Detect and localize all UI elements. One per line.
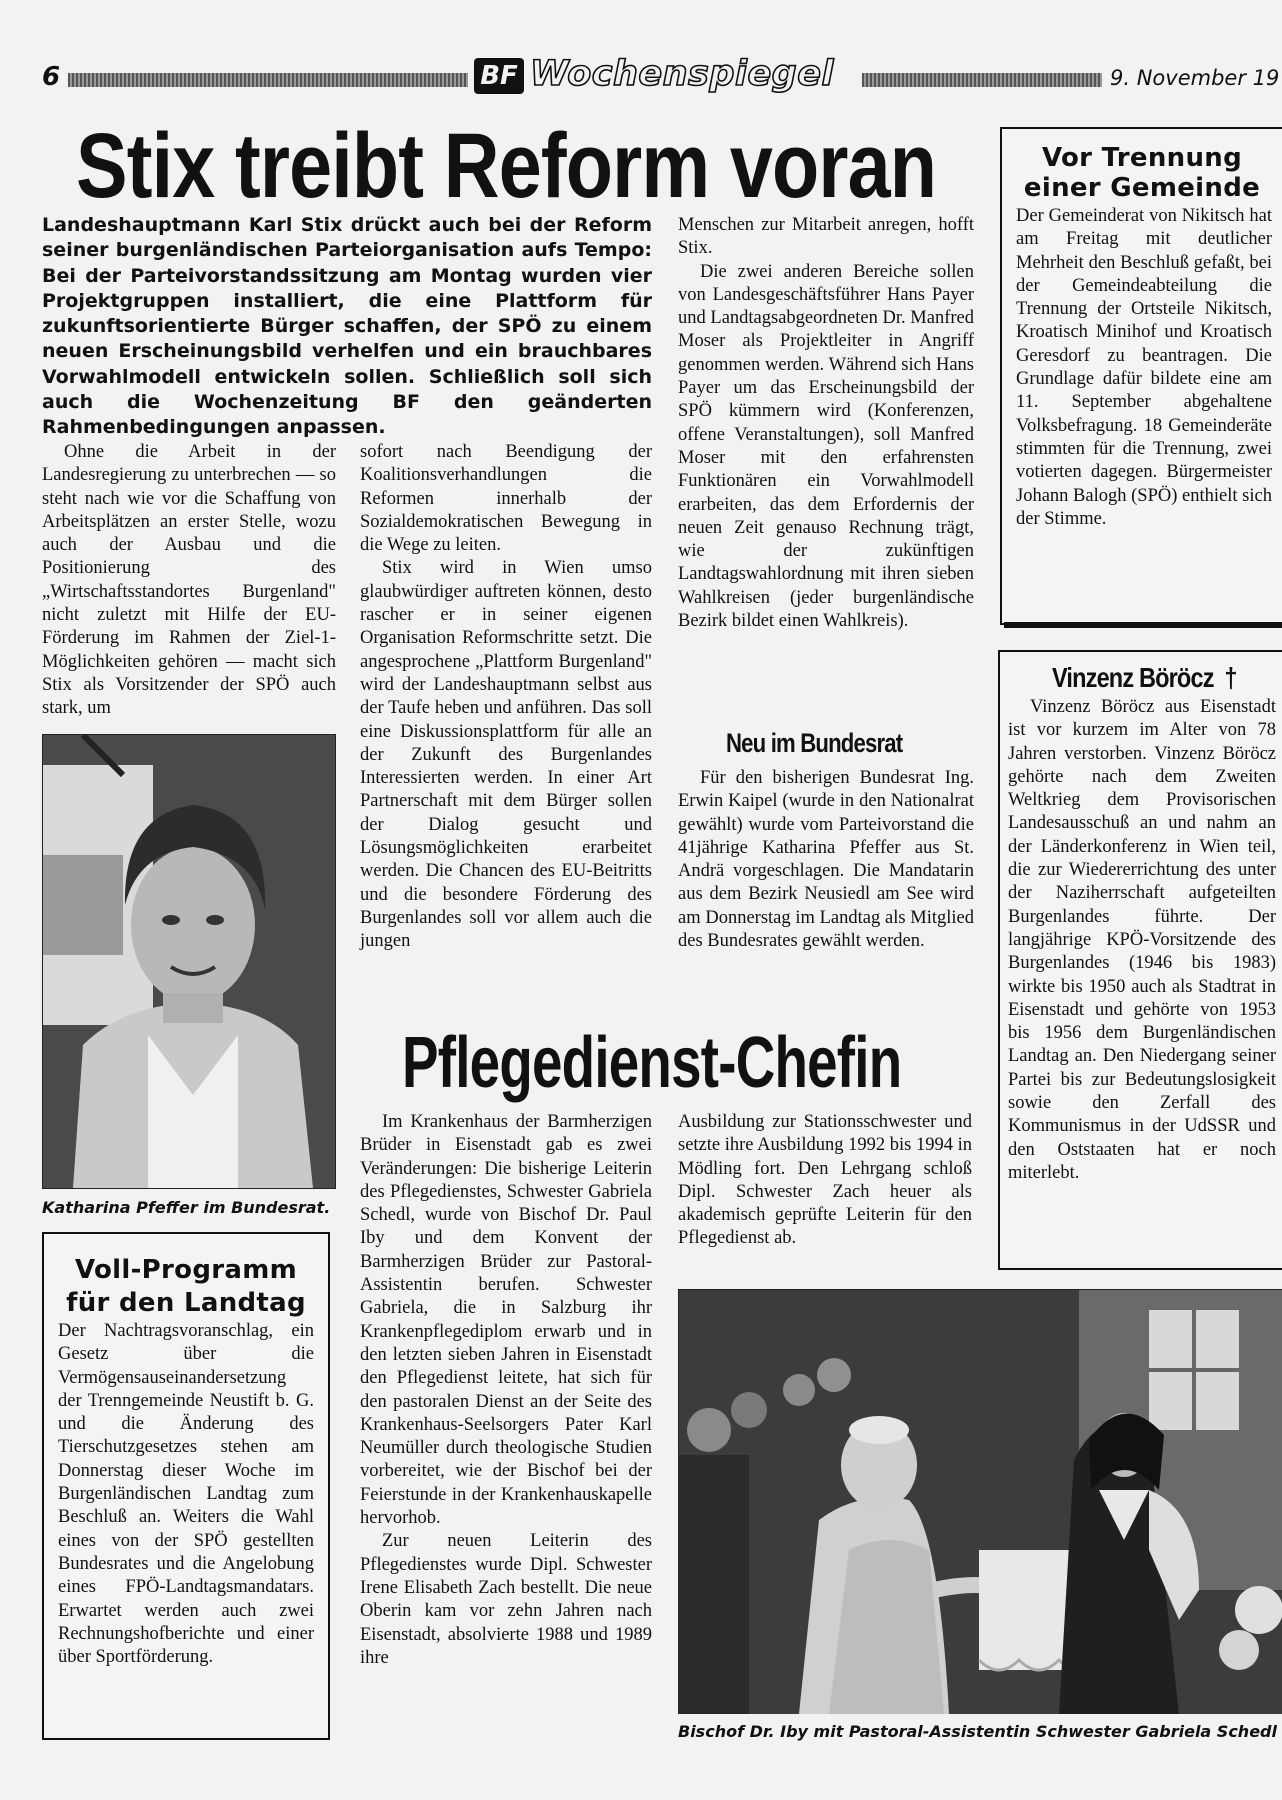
pflege-body-col2 [678,1111,972,1251]
issue-date: 9. November 19 [1110,66,1280,90]
box-voll-body [44,1320,328,1669]
main-lead: Landeshauptmann Karl Stix drückt auch bei der Reform seiner burgenländischen Parteiorganisation aufs Tempo: Bei der Parteivorstandssitzung am Montag wurden vier Projektgruppen installiert, die eine Plattform für zukunftsorientierte Bürger schaffen, der SPÖ zu einem neuen Erscheinungsbild verhelfen und ein brauchbares Vorwahlmodell entwickeln sollen. Schließlich soll sich auch die Wochenzeitung BF den geänderten Rahmenbedingungen anpassen. [42,214,652,439]
obituary-box [998,650,1282,1270]
pflege-headline: Pflegedienst-Chefin [402,1023,902,1103]
box-voll-programm [42,1232,330,1740]
masthead-title: Wochenspiegel [530,54,834,94]
obituary-name: Vinzenz Böröcz [1052,662,1214,693]
box-voll-text: Der Nachtragsvoranschlag, ein Gesetz über die Vermögensauseinandersetzung der Trenngemeinde Neustift b. G. und die Änderung des Tierschutzgesetzes stehen am Donnerstag dieser Woche im Burgenländischen Landtag zum Beschluß an. Weiters die Wahl eines von der SPÖ gestellten Bundesrates und die Angelobung eines FPÖ-Landtagsmandatars. Erwartet werden auch zwei Rechnungshofberichte und einer über Sportförderung. [58,1321,314,1668]
page-number: 6 [42,62,61,92]
box-trennung-shadow [1004,622,1282,628]
pflege-col1-paragraph-2: Zur neuen Leiterin des Pflegedienstes wurde Dipl. Schwester Irene Elisabeth Zach bestellt. Die neue Oberin kam vor zehn Jahren nach Eisenstadt, absolvierte 1988 und 1989 ihre [360,1531,652,1668]
ceremony-caption: Bischof Dr. Iby mit Pastoral-Assistentin Schwester Gabriela Schedl [678,1722,1277,1741]
pflege-body-col1 [360,1111,652,1670]
box-trennung-title: Vor Trennung einer Gemeinde [1023,143,1261,203]
masthead-logo [474,56,856,100]
obituary-text: Vinzenz Böröcz aus Eisenstadt ist vor kurzem im Alter von 78 Jahren verstorben. Vinzenz Böröcz gehörte nach dem Zweiten Weltkrieg dem Provisorischen Landesausschuß an und nahm an der Länderkonferenz in Wien teil, die zur Wiedererrichtung des unter der Naziherrschaft aufgeteilten Burgenlandes führte. Der langjährige KPÖ-Vorsitzende des Burgenlandes (1946 bis 1983) wirkte bis 1950 auch als Stadtrat in Eisenstadt und gehörte von 1953 bis 1956 dem Burgenländischen Landtag an. Den Niedergang seiner Partei bis zur Bedeutungslosigkeit sowie den Zerfall des Kommunismus in der UdSSR und den Oststaaten hat er noch miterlebt. [1008,697,1276,1183]
main-col3-paragraph-2: Die zwei anderen Bereiche sollen von Landesgeschäftsführer Hans Payer und Landtagsabgeordneten Dr. Manfred Moser als Projektleiter in Angriff genommen werden. Während sich Hans Payer um das Erscheinungsbild der SPÖ kümmern wird (Konferenzen, offene Veranstaltungen), soll Manfred Moser mit den erfahrensten Funktionären ein Vorwahlmodell erarbeiten, das dem Erfordernis der neuen Zeit genauso Rechnung trägt, wie der zukünftigen Landtagswahlordnung mit ihren sieben Wahlkreisen (jeder burgenländische Bezirk bildet einen Wahlkreis). [678,261,974,632]
obituary-body [1008,696,1276,1185]
main-col3-paragraph-1: Menschen zur Mitarbeit anregen, hofft Stix. [678,215,974,259]
box-trennung [1000,127,1282,625]
ceremony-illustration [679,1290,1282,1714]
pflege-col1-paragraph-1: Im Krankenhaus der Barmherzigen Brüder in Eisenstadt gab es zwei Veränderungen: Die bisherige Leiterin des Pflegedienstes, Schwester Gabriela Schedl, wurde von Bischof Dr. Paul Iby und dem Konvent der Barmherzigen Brüder zur Pastoral-Assistentin berufen. Schwester Gabriela, die in Salzburg ihr Krankenpflegediplom erwarb und in den letzten sieben Jahren in Eisenstadt den Pflegedienst leitete, hat sich für den pastoralen Dienst an der Seite des Krankenhaus-Seelsorgers Pater Karl Neumüller durch theologische Studien vorbereitet, wie der Bischof bei der Feierstunde in der Krankenhauskapelle hervorhob. [360,1112,652,1529]
header-rule-right [862,73,1102,87]
box-trennung-body [1002,203,1282,531]
box-voll-title: Voll-Programm für den Landtag [66,1255,306,1318]
main-body-col2 [360,441,652,954]
main-body-col3 [678,214,974,633]
main-col2-paragraph-2: Stix wird in Wien umso glaubwürdiger auftreten können, desto rascher er in seiner eigenen Organisation Reformschritte setzt. Die angesprochene „Plattform Burgenland" wird der Landeshauptmann selbst aus der Taufe heben und anführen. Das soll eine Diskussionsplattform für alle an der Zukunft des Burgenlandes Interessierten werden. In einer Art Partnerschaft mit dem Bürger sollen der Dialog gesucht und Lösungsmöglichkeiten erarbeitet werden. Die Chancen des EU-Beitritts und die besondere Förderung des Burgenlandes soll vor allem auch die jungen [360,558,652,952]
portrait-photo [42,734,336,1189]
main-headline: Stix treibt Reform voran [76,115,937,217]
bundesrat-body [678,767,974,953]
portrait-caption: Katharina Pfeffer im Bundesrat. [42,1198,331,1217]
bundesrat-headline: Neu im Bundesrat [726,728,903,758]
header-rule-left [68,73,468,87]
pflege-col2-paragraph: Ausbildung zur Stationsschwester und setzte ihre Ausbildung 1992 bis 1994 in Mödling fort. Den Lehrgang schloß Dipl. Schwester Zach heuer als akademisch geprüfte Leiterin für den Pflegedienst ab. [678,1112,972,1249]
death-cross-icon: † [1224,662,1237,693]
main-body-col1 [42,441,336,721]
bundesrat-paragraph: Für den bisherigen Bundesrat Ing. Erwin Kaipel (wurde in den Nationalrat gewählt) wurde vom Parteivorstand die 41jährige Katharina Pfeffer aus St. Andrä vorgeschlagen. Die Mandatarin aus dem Bezirk Neusiedl am See wird am Donnerstag im Landtag als Mitglied des Bundesrates gewählt werden. [678,768,974,952]
bf-logo-badge: BF [474,58,524,94]
main-col2-paragraph-1: sofort nach Beendigung der Koalitionsverhandlungen die Reformen innerhalb der Sozialdemokratischen Bewegung in die Wege zu leiten. [360,442,652,556]
portrait-illustration [43,735,335,1188]
ceremony-photo [678,1289,1282,1714]
box-trennung-text: Der Gemeinderat von Nikitsch hat am Freitag mit deutlicher Mehrheit den Beschluß gefaßt, bei der Gemeindeabteilung die Trennung der Ortsteile Nikitsch, Kroatisch Minihof und Kroatisch Geresdorf zu beantragen. Die Grundlage dafür bildete eine am 11. September abgehaltene Volksbefragung. 18 Gemeinderäte stimmten für die Trennung, zwei votierten dagegen. Bürgermeister Johann Balogh (SPÖ) enthielt sich der Stimme. [1016,206,1272,529]
main-col1-paragraph: Ohne die Arbeit in der Landesregierung zu unterbrechen — so steht nach wie vor die Schaffung von Arbeitsplätzen an erster Stelle, wozu auch der Ausbau und die Positionierung des „Wirtschaftsstandortes Burgenland" nicht zuletzt mit Hilfe der EU-Förderung im Rahmen der Ziel-1-Möglichkeiten gehören — macht sich Stix als Vorsitzender der SPÖ auch stark, um [42,442,336,719]
obituary-title [1052,662,1237,694]
